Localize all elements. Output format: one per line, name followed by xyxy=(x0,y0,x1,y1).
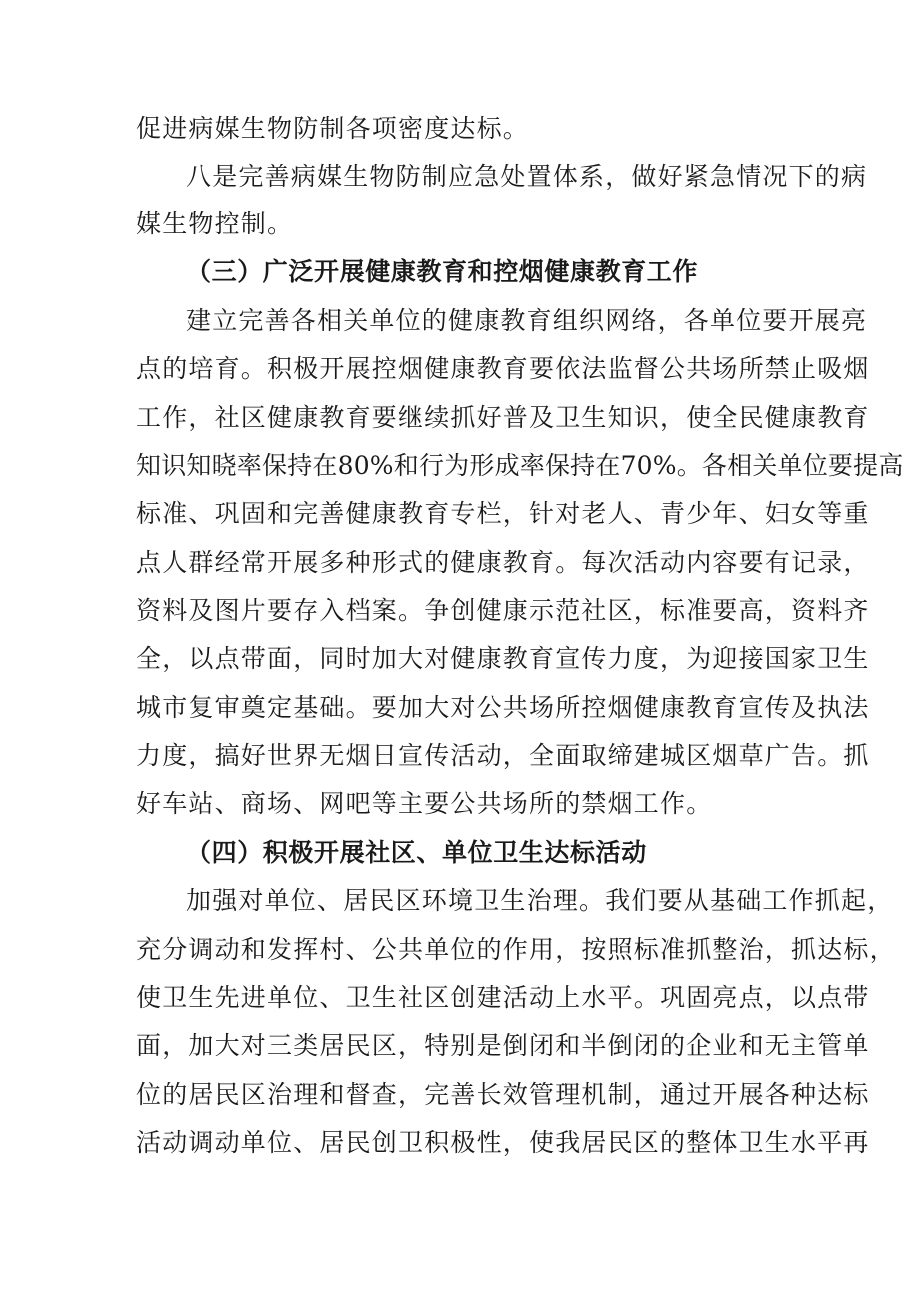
paragraph-line: 位的居民区治理和督查，完善长效管理机制，通过开展各种达标 xyxy=(136,1080,870,1109)
paragraph-line: 全，以点带面，同时加大对健康教育宣传力度，为迎接国家卫生 xyxy=(136,644,870,673)
paragraph-line: 使卫生先进单位、卫生社区创建活动上水平。巩固亮点，以点带 xyxy=(136,983,870,1012)
paragraph-line: 八是完善病媒生物防制应急处置体系，做好紧急情况下的病 xyxy=(186,162,868,191)
section-heading: （三）广泛开展健康教育和控烟健康教育工作 xyxy=(186,257,699,286)
paragraph-line: 标准、巩固和完善健康教育专栏，针对老人、青少年、妇女等重 xyxy=(136,499,870,528)
paragraph-line: 促进病媒生物防制各项密度达标。 xyxy=(136,114,530,143)
paragraph-line: 资料及图片要存入档案。争创健康示范社区，标准要高，资料齐 xyxy=(136,596,870,625)
paragraph-line: 点的培育。积极开展控烟健康教育要依法监督公共场所禁止吸烟 xyxy=(136,354,870,383)
paragraph-line: 面，加大对三类居民区，特别是倒闭和半倒闭的企业和无主管单 xyxy=(136,1031,870,1060)
paragraph-line: 好车站、商场、网吧等主要公共场所的禁烟工作。 xyxy=(136,789,713,818)
paragraph-line: 力度，搞好世界无烟日宣传活动，全面取缔建城区烟草广告。抓 xyxy=(136,741,870,770)
paragraph-line: 媒生物控制。 xyxy=(136,209,294,238)
paragraph-line: 工作，社区健康教育要继续抓好普及卫生知识，使全民健康教育 xyxy=(136,403,870,432)
paragraph-line: 充分调动和发挥村、公共单位的作用，按照标准抓整治，抓达标， xyxy=(136,935,896,964)
paragraph-line: 点人群经常开展多种形式的健康教育。每次活动内容要有记录， xyxy=(136,548,870,577)
paragraph-line: 加强对单位、居民区环境卫生治理。我们要从基础工作抓起， xyxy=(186,886,894,915)
paragraph-line: 活动调动单位、居民创卫积极性，使我居民区的整体卫生水平再 xyxy=(136,1128,870,1157)
paragraph-line: 知识知晓率保持在80%和行为形成率保持在70%。各相关单位要提高 xyxy=(136,451,904,480)
section-heading: （四）积极开展社区、单位卫生达标活动 xyxy=(186,838,647,867)
paragraph-line: 城市复审奠定基础。要加大对公共场所控烟健康教育宣传及执法 xyxy=(136,693,870,722)
paragraph-line: 建立完善各相关单位的健康教育组织网络，各单位要开展亮 xyxy=(186,306,868,335)
